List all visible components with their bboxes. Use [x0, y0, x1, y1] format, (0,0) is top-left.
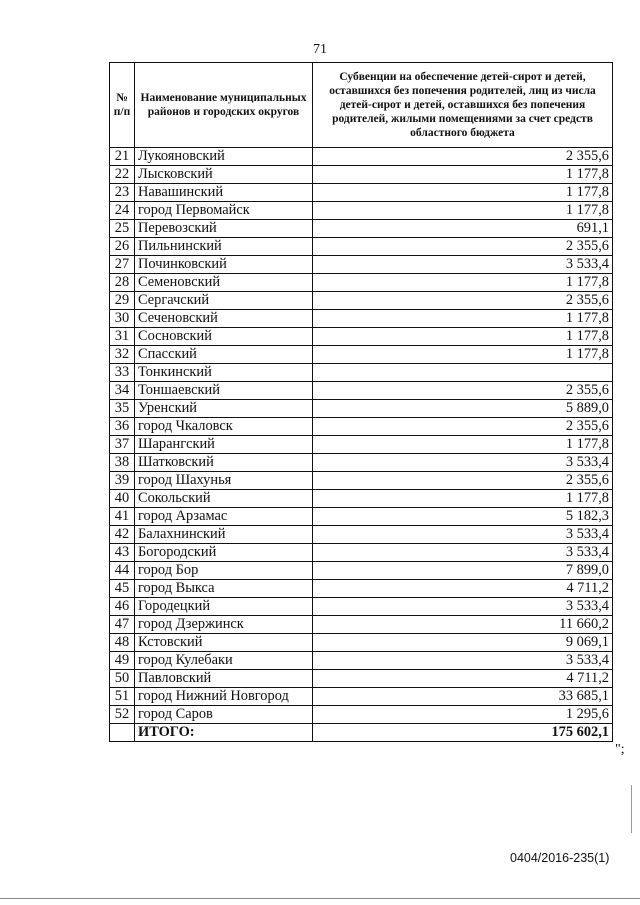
row-name: Тонкинский — [135, 364, 313, 382]
row-value: 1 295,6 — [313, 706, 613, 724]
row-value: 1 177,8 — [313, 328, 613, 346]
row-value: 2 355,6 — [313, 148, 613, 166]
row-value: 11 660,2 — [313, 616, 613, 634]
row-value: 2 355,6 — [313, 472, 613, 490]
row-name: Балахнинский — [135, 526, 313, 544]
total-label: ИТОГО: — [135, 724, 313, 742]
page-number: 71 — [313, 42, 327, 57]
row-name: город Первомайск — [135, 202, 313, 220]
table-row — [110, 166, 613, 184]
row-value: 1 177,8 — [313, 166, 613, 184]
table-row — [110, 364, 613, 382]
row-name: Лукояновский — [135, 148, 313, 166]
row-number: 42 — [110, 526, 135, 544]
row-name: город Чкаловск — [135, 418, 313, 436]
table-row — [110, 220, 613, 238]
row-name: Сосновский — [135, 328, 313, 346]
row-value: 9 069,1 — [313, 634, 613, 652]
row-name: город Выкса — [135, 580, 313, 598]
row-number: 24 — [110, 202, 135, 220]
row-value: 33 685,1 — [313, 688, 613, 706]
row-name: Тоншаевский — [135, 382, 313, 400]
row-name: Спасский — [135, 346, 313, 364]
row-number: 25 — [110, 220, 135, 238]
total-row — [110, 724, 613, 742]
row-number: 52 — [110, 706, 135, 724]
table-row — [110, 346, 613, 364]
row-value: 3 533,4 — [313, 526, 613, 544]
closing-quote: "; — [615, 742, 625, 757]
table-row — [110, 328, 613, 346]
row-number: 41 — [110, 508, 135, 526]
row-number: 48 — [110, 634, 135, 652]
row-value: 4 711,2 — [313, 580, 613, 598]
row-value: 7 899,0 — [313, 562, 613, 580]
header-name: Наименование муниципальных районов и городских округов — [135, 63, 313, 148]
table-row — [110, 436, 613, 454]
row-value: 2 355,6 — [313, 238, 613, 256]
row-number: 28 — [110, 274, 135, 292]
row-value: 3 533,4 — [313, 544, 613, 562]
bottom-rule — [0, 898, 640, 899]
table-row — [110, 544, 613, 562]
table-row — [110, 148, 613, 166]
row-value: 691,1 — [313, 220, 613, 238]
header-value: Субвенции на обеспечение детей-сирот и детей, оставшихся без попечения родителей, лиц из числа детей-сирот и детей, оставшихся без попечения родителей, жилыми помещениями за счет средств областного бюджета — [313, 63, 613, 148]
row-name: Сеченовский — [135, 310, 313, 328]
row-number: 22 — [110, 166, 135, 184]
row-name: Перевозский — [135, 220, 313, 238]
row-value: 1 177,8 — [313, 310, 613, 328]
table-header-row — [110, 63, 613, 148]
row-value: 2 355,6 — [313, 382, 613, 400]
table-row — [110, 490, 613, 508]
row-name: Пильнинский — [135, 238, 313, 256]
table-row — [110, 274, 613, 292]
row-name: город Нижний Новгород — [135, 688, 313, 706]
row-number: 27 — [110, 256, 135, 274]
table-row — [110, 598, 613, 616]
scan-mark — [631, 785, 632, 833]
row-number: 47 — [110, 616, 135, 634]
table-row — [110, 472, 613, 490]
row-value: 1 177,8 — [313, 490, 613, 508]
row-number: 31 — [110, 328, 135, 346]
row-number: 39 — [110, 472, 135, 490]
row-number: 50 — [110, 670, 135, 688]
row-name: город Кулебаки — [135, 652, 313, 670]
row-name: Уренский — [135, 400, 313, 418]
row-number: 34 — [110, 382, 135, 400]
table-row — [110, 400, 613, 418]
row-number: 21 — [110, 148, 135, 166]
table-row — [110, 616, 613, 634]
table-row — [110, 562, 613, 580]
total-number-cell — [110, 724, 135, 742]
row-number: 35 — [110, 400, 135, 418]
table-row — [110, 652, 613, 670]
row-number: 23 — [110, 184, 135, 202]
row-value: 3 533,4 — [313, 256, 613, 274]
row-number: 32 — [110, 346, 135, 364]
row-value: 3 533,4 — [313, 652, 613, 670]
row-number: 45 — [110, 580, 135, 598]
row-name: Шатковский — [135, 454, 313, 472]
table-row — [110, 418, 613, 436]
row-value: 5 182,3 — [313, 508, 613, 526]
row-name: город Арзамас — [135, 508, 313, 526]
row-value: 1 177,8 — [313, 436, 613, 454]
table-row — [110, 670, 613, 688]
row-name: Кстовский — [135, 634, 313, 652]
row-number: 46 — [110, 598, 135, 616]
row-value: 3 533,4 — [313, 454, 613, 472]
row-value: 1 177,8 — [313, 202, 613, 220]
total-value: 175 602,1 — [313, 724, 613, 742]
row-name: Сокольский — [135, 490, 313, 508]
row-name: город Шахунья — [135, 472, 313, 490]
row-name: город Бор — [135, 562, 313, 580]
row-name: Городецкий — [135, 598, 313, 616]
row-value: 1 177,8 — [313, 346, 613, 364]
table-row — [110, 382, 613, 400]
row-number: 44 — [110, 562, 135, 580]
row-number: 40 — [110, 490, 135, 508]
row-name: город Саров — [135, 706, 313, 724]
row-number: 26 — [110, 238, 135, 256]
row-value: 2 355,6 — [313, 418, 613, 436]
row-name: Лысковский — [135, 166, 313, 184]
table-row — [110, 310, 613, 328]
row-number: 36 — [110, 418, 135, 436]
row-value: 1 177,8 — [313, 274, 613, 292]
row-name: Починковский — [135, 256, 313, 274]
row-number: 49 — [110, 652, 135, 670]
row-name: Шарангский — [135, 436, 313, 454]
row-name: город Дзержинск — [135, 616, 313, 634]
table-row — [110, 238, 613, 256]
row-name: Богородский — [135, 544, 313, 562]
row-name: Сергачский — [135, 292, 313, 310]
row-value — [313, 364, 613, 382]
row-value: 3 533,4 — [313, 598, 613, 616]
table-row — [110, 256, 613, 274]
row-value: 4 711,2 — [313, 670, 613, 688]
row-name: Семеновский — [135, 274, 313, 292]
table-row — [110, 706, 613, 724]
row-number: 43 — [110, 544, 135, 562]
row-name: Навашинский — [135, 184, 313, 202]
row-number: 29 — [110, 292, 135, 310]
table-row — [110, 508, 613, 526]
row-number: 30 — [110, 310, 135, 328]
row-value: 2 355,6 — [313, 292, 613, 310]
row-number: 38 — [110, 454, 135, 472]
table-row — [110, 526, 613, 544]
table-row — [110, 454, 613, 472]
row-number: 51 — [110, 688, 135, 706]
row-number: 33 — [110, 364, 135, 382]
header-number: № п/п — [110, 63, 135, 148]
table-row — [110, 202, 613, 220]
row-value: 1 177,8 — [313, 184, 613, 202]
table-row — [110, 688, 613, 706]
table-row — [110, 184, 613, 202]
row-name: Павловский — [135, 670, 313, 688]
table-row — [110, 580, 613, 598]
row-number: 37 — [110, 436, 135, 454]
table-row — [110, 634, 613, 652]
subsidy-table — [109, 62, 613, 742]
document-code: 0404/2016-235(1) — [510, 851, 610, 865]
table-row — [110, 292, 613, 310]
row-value: 5 889,0 — [313, 400, 613, 418]
table-body — [110, 148, 613, 742]
